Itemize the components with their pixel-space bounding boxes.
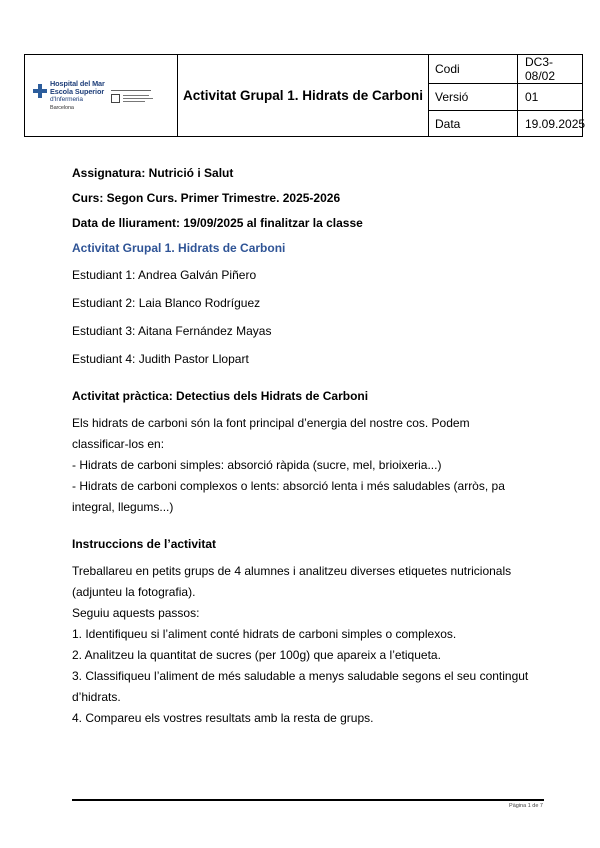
- section2-heading: Instruccions de l’activitat: [72, 537, 217, 551]
- section2-para-line1: Treballareu en petits grups de 4 alumnes i analitzeu diverses etiquetes nutricionals: [72, 564, 512, 578]
- step-1: 1. Identifiqueu si l’aliment conté hidrats de carboni simples o complexos.: [72, 627, 457, 641]
- logo-cell: [25, 55, 178, 137]
- simple-carbs-item: - Hidrats de carboni simples: absorció ràpida (sucre, mel, brioixeria...): [72, 458, 442, 472]
- logo-line1: Hospital del Mar: [50, 78, 105, 88]
- complex-carbs-item-line2: integral, llegums...): [72, 500, 174, 514]
- document-title: Activitat Grupal 1. Hidrats de Carboni: [178, 55, 429, 137]
- step-3-line2: d’hidrats.: [72, 690, 121, 704]
- university-logo: [111, 88, 153, 103]
- page-number: Pàgina 1 de 7: [509, 803, 543, 809]
- steps-intro: Seguiu aquests passos:: [72, 606, 200, 620]
- section1-para-line2: classificar-los en:: [72, 437, 165, 451]
- student-3: Estudiant 3: Aitana Fernández Mayas: [72, 324, 272, 338]
- step-3-line1: 3. Classifiqueu l’aliment de més saludable a menys saludable segons el seu contingut: [72, 669, 529, 683]
- hospital-cross-icon: [33, 84, 47, 98]
- subject-line: Assignatura: Nutrició i Salut: [72, 166, 234, 180]
- section1-para-line1: Els hidrats de carboni són la font principal d’energia del nostre cos. Podem: [72, 416, 470, 430]
- date-value: 19.09.2025: [518, 111, 583, 137]
- section2-para-line2: (adjunteu la fotografia).: [72, 585, 196, 599]
- step-4: 4. Compareu els vostres resultats amb la resta de grups.: [72, 711, 374, 725]
- version-label: Versió: [429, 84, 518, 111]
- date-label: Data: [429, 111, 518, 137]
- complex-carbs-item-line1: - Hidrats de carboni complexos o lents: absorció lenta i més saludables (arròs, pa: [72, 479, 505, 493]
- document-header-table: [24, 54, 586, 137]
- activity-title: Activitat Grupal 1. Hidrats de Carboni: [72, 241, 286, 255]
- logo-city: Barcelona: [50, 104, 74, 111]
- footer-divider: [72, 799, 544, 801]
- student-4: Estudiant 4: Judith Pastor Llopart: [72, 352, 249, 366]
- document-body: [72, 165, 542, 726]
- hospital-logo: [50, 80, 105, 112]
- student-2: Estudiant 2: Laia Blanco Rodríguez: [72, 296, 261, 310]
- section1-heading: Activitat pràctica: Detectius dels Hidrats de Carboni: [72, 389, 369, 403]
- version-value: 01: [518, 84, 583, 111]
- code-value: DC3-08/02: [518, 55, 583, 84]
- code-label: Codi: [429, 55, 518, 84]
- delivery-date-line: Data de lliurament: 19/09/2025 al finalitzar la classe: [72, 216, 363, 230]
- course-line: Curs: Segon Curs. Primer Trimestre. 2025-2026: [72, 191, 341, 205]
- step-2: 2. Analitzeu la quantitat de sucres (per 100g) que apareix a l’etiqueta.: [72, 648, 441, 662]
- logo-line2: Escola Superior: [50, 86, 105, 96]
- student-1: Estudiant 1: Andrea Galván Piñero: [72, 268, 257, 282]
- logo-line3: d'Infermeria: [50, 95, 83, 103]
